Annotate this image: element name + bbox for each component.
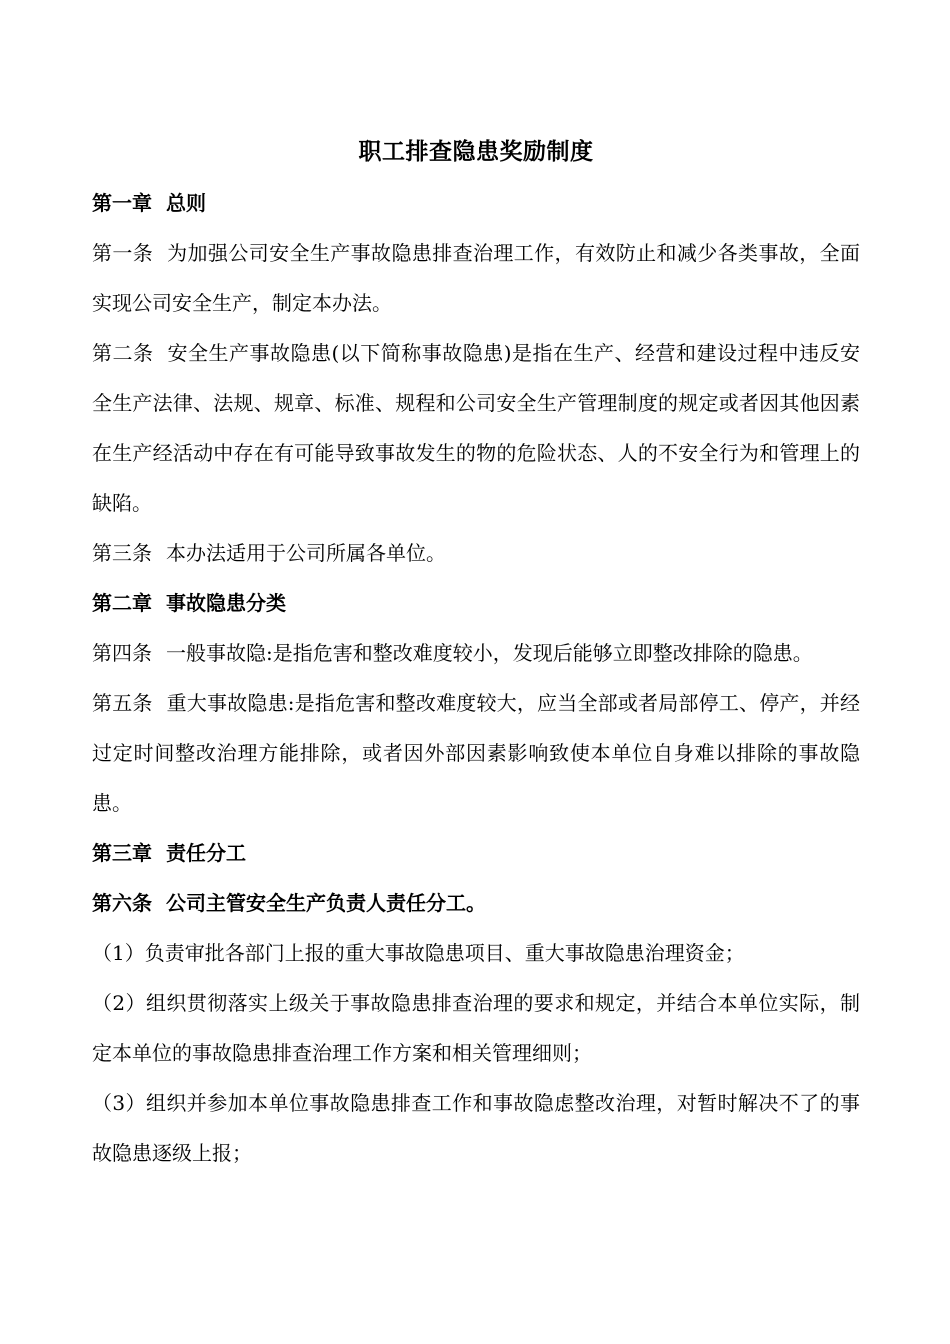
chapter-heading xyxy=(92,828,860,878)
article-label: 第二条 xyxy=(92,341,154,365)
chapter-label: 第二章 xyxy=(92,591,152,615)
article-label: 第一条 xyxy=(92,241,154,265)
article-paragraph xyxy=(92,228,860,328)
article-text: 重大事故隐患:是指危害和整改难度较大，应当全部或者局部停工、停产，并经过定时间整改治理方能排除，或者因外部因素影响致使本单位自身难以排除的事故隐患。 xyxy=(92,691,860,815)
chapter-label: 第三章 xyxy=(92,841,152,865)
article-text: 一般事故隐:是指危害和整改难度较小，发现后能够立即整改排除的隐患。 xyxy=(166,641,813,665)
chapter-title: 总则 xyxy=(166,191,206,215)
article-label: 第三条 xyxy=(92,541,152,565)
article-text: 本办法适用于公司所属各单位。 xyxy=(166,541,446,565)
chapter-label: 第一章 xyxy=(92,191,152,215)
article-paragraph xyxy=(92,628,860,678)
chapter-heading xyxy=(92,178,860,228)
article-text: 安全生产事故隐患(以下简称事故隐患)是指在生产、经营和建设过程中违反安全生产法律、法规、规章、标准、规程和公司安全生产管理制度的规定或者因其他因素在生产经活动中存在有可能导致事故发生的物的危险状态、人的不安全行为和管理上的缺陷。 xyxy=(92,341,861,515)
chapter-title: 事故隐患分类 xyxy=(166,591,286,615)
article-paragraph-bold xyxy=(92,878,860,928)
chapter-title: 责任分工 xyxy=(166,841,246,865)
chapter-heading xyxy=(92,578,860,628)
article-paragraph xyxy=(92,528,860,578)
list-item: （2）组织贯彻落实上级关于事故隐患排查治理的要求和规定，并结合本单位实际，制定本单位的事故隐患排查治理工作方案和相关管理细则； xyxy=(92,991,860,1065)
article-text: 为加强公司安全生产事故隐患排查治理工作，有效防止和减少各类事故，全面实现公司安全生产，制定本办法。 xyxy=(92,241,861,315)
article-label: 第四条 xyxy=(92,641,152,665)
document-title: 职工排查隐患奖励制度 xyxy=(358,139,594,165)
article-text: 公司主管安全生产负责人责任分工。 xyxy=(166,891,486,915)
article-label: 第五条 xyxy=(92,691,153,715)
article-paragraph xyxy=(92,328,860,528)
list-item: （1）负责审批各部门上报的重大事故隐患项目、重大事故隐患治理资金； xyxy=(92,941,745,965)
list-item: （3）组织并参加本单位事故隐患排查工作和事故隐虑整改治理，对暂时解决不了的事故隐患逐级上报； xyxy=(92,1091,860,1165)
article-paragraph xyxy=(92,678,860,828)
article-label: 第六条 xyxy=(92,891,152,915)
document-page xyxy=(92,128,860,1178)
